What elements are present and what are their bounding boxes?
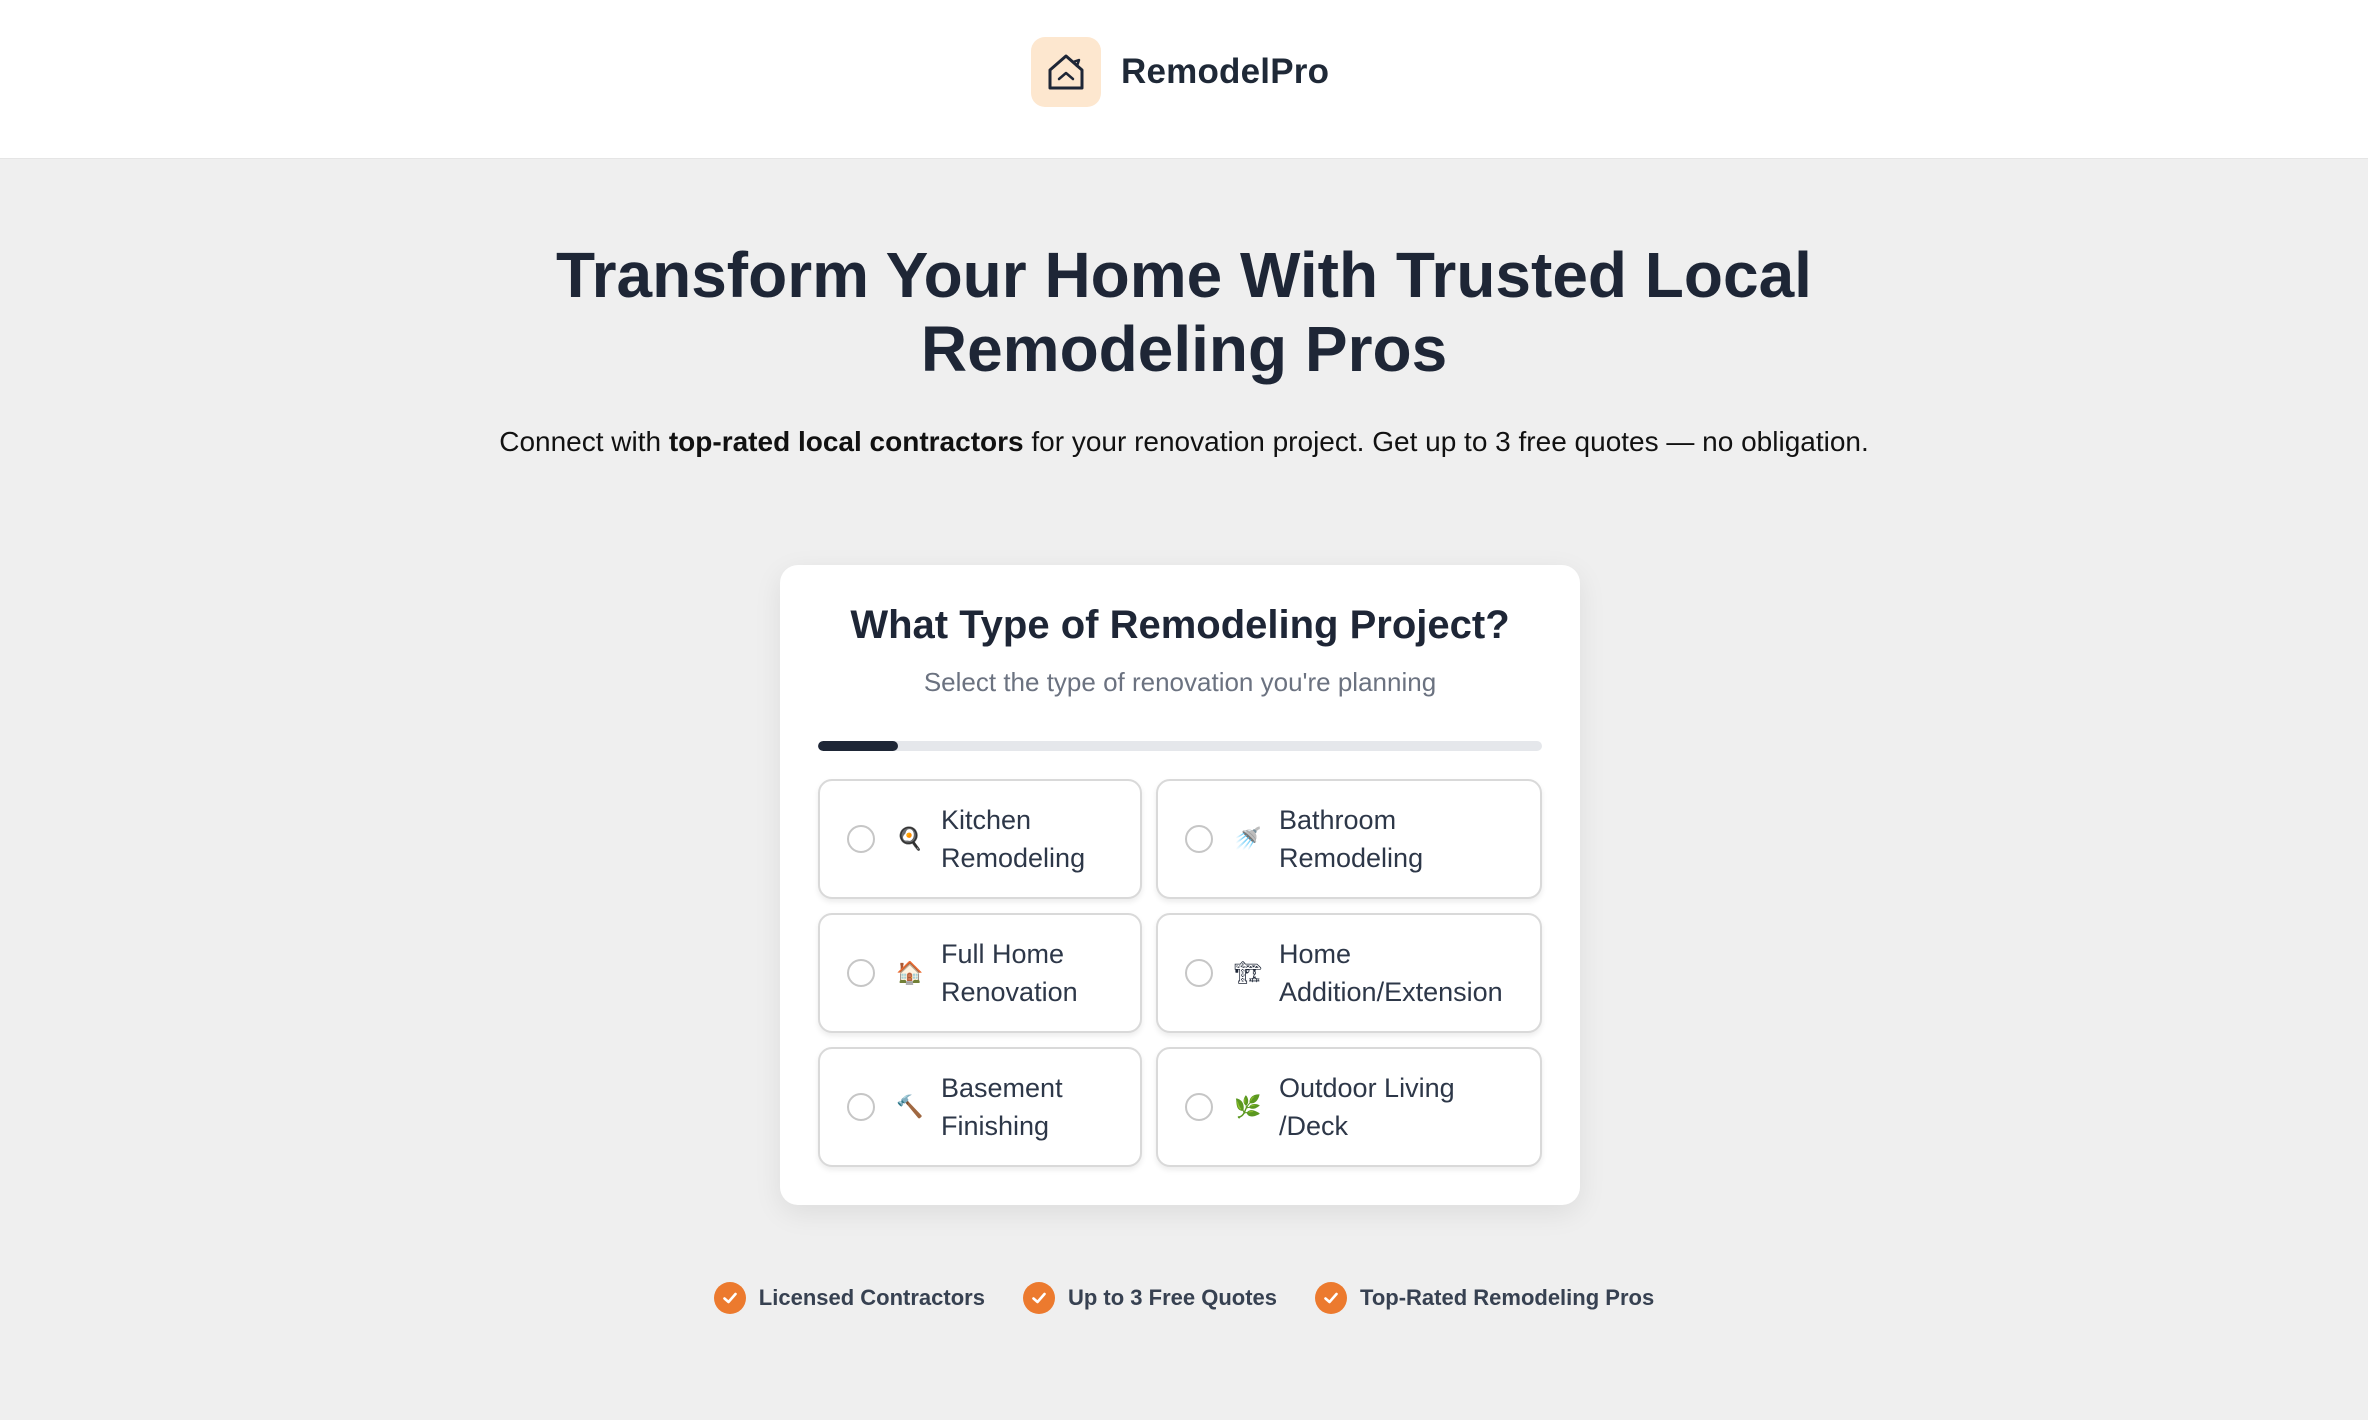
option-label: Home Addition/Extension xyxy=(1279,939,1503,1007)
house-icon: 🏠 xyxy=(896,960,924,985)
option-full-home-renovation[interactable] xyxy=(818,913,1142,1033)
radio-button[interactable] xyxy=(847,825,875,853)
option-label: Bathroom Remodeling xyxy=(1279,805,1424,873)
house-icon xyxy=(1044,50,1088,94)
progress-fill xyxy=(818,741,898,751)
option-basement-finishing[interactable] xyxy=(818,1047,1142,1167)
badge-free-quotes xyxy=(1023,1282,1277,1314)
hero-subtitle-prefix: Connect with xyxy=(499,426,669,457)
option-bathroom-remodeling[interactable] xyxy=(1156,779,1542,899)
crane-icon: 🏗 xyxy=(1234,960,1262,985)
radio-button[interactable] xyxy=(1185,959,1213,987)
option-label: Outdoor Living /Deck xyxy=(1279,1073,1455,1141)
option-label: Basement Finishing xyxy=(941,1073,1063,1141)
option-home-addition-extension[interactable] xyxy=(1156,913,1542,1033)
badge-licensed-contractors xyxy=(714,1282,985,1314)
brand-name: RemodelPro xyxy=(1121,52,1330,91)
card-title: What Type of Remodeling Project? xyxy=(850,603,1510,647)
option-kitchen-remodeling[interactable] xyxy=(818,779,1142,899)
badge-label: Up to 3 Free Quotes xyxy=(1067,1285,1278,1310)
herb-icon: 🌿 xyxy=(1234,1094,1262,1119)
option-label: Full Home Renovation xyxy=(941,939,1078,1007)
radio-button[interactable] xyxy=(1185,1093,1213,1121)
top-bar xyxy=(0,0,2368,159)
radio-button[interactable] xyxy=(1185,825,1213,853)
hammer-icon: 🔨 xyxy=(896,1094,924,1119)
logo xyxy=(1031,37,1101,107)
check-circle-icon xyxy=(1315,1282,1347,1314)
option-outdoor-living-deck[interactable] xyxy=(1156,1047,1542,1167)
radio-button[interactable] xyxy=(847,1093,875,1121)
hero-subtitle-bold: top-rated local contractors xyxy=(668,426,1024,457)
check-circle-icon xyxy=(1023,1282,1055,1314)
radio-button[interactable] xyxy=(847,959,875,987)
frying-pan-icon: 🍳 xyxy=(896,826,924,851)
badge-top-rated-pros xyxy=(1315,1282,1654,1314)
badge-label: Top-Rated Remodeling Pros xyxy=(1360,1285,1655,1310)
brand[interactable] xyxy=(1031,36,1329,108)
card-subtitle: Select the type of renovation you're planning xyxy=(923,667,1437,697)
trust-badges xyxy=(0,1282,2368,1314)
badge-label: Licensed Contractors xyxy=(758,1285,985,1310)
progress-bar xyxy=(818,741,1542,751)
project-type-card xyxy=(780,565,1580,1205)
hero-title: Transform Your Home With Trusted Local Remodeling Pros xyxy=(556,239,1812,385)
shower-icon: 🚿 xyxy=(1234,826,1262,851)
hero-subtitle-suffix: for your renovation project. Get up to 3 free quotes — no obligation. xyxy=(1023,426,1869,457)
hero-subtitle xyxy=(484,420,1884,463)
check-circle-icon xyxy=(714,1282,746,1314)
option-label: Kitchen Remodeling xyxy=(941,805,1086,873)
